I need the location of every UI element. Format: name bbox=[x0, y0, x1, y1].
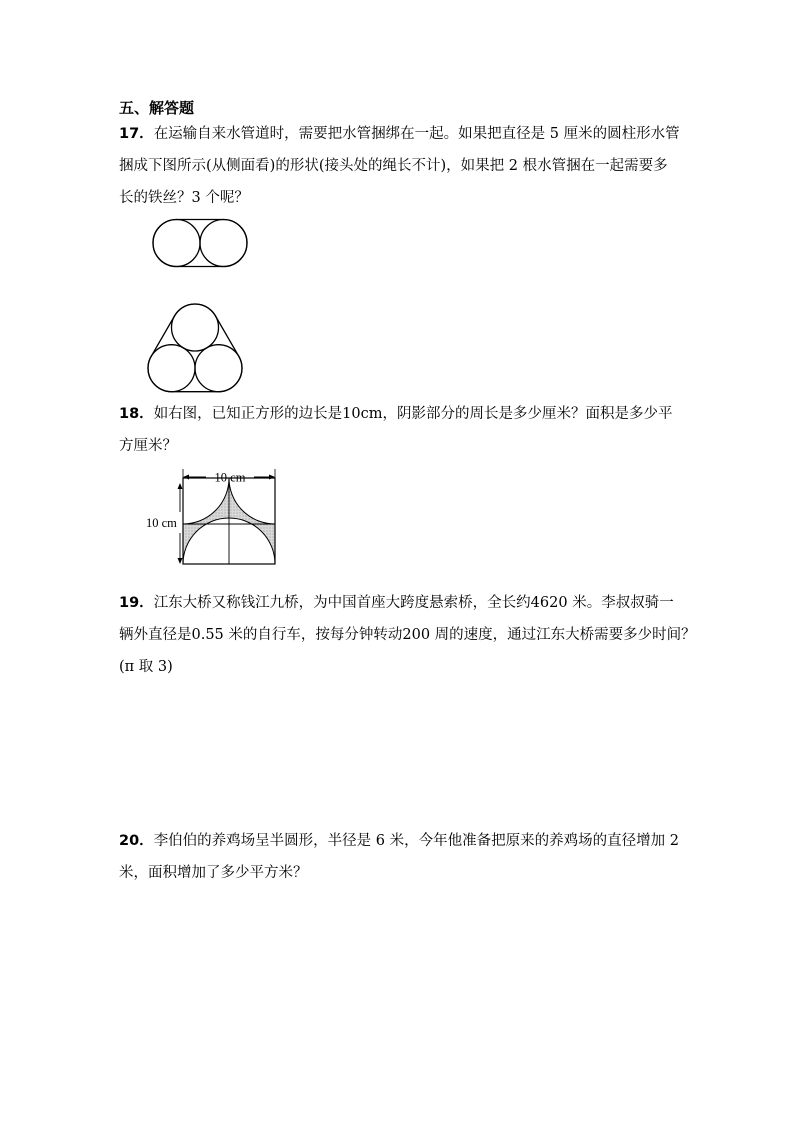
question-20-line-2: 米，面积增加了多少平方米？ bbox=[119, 865, 308, 881]
two-pipes-figure bbox=[145, 213, 255, 275]
section-title: 五、解答题 bbox=[119, 99, 195, 117]
question-19-line-1: 19．江东大桥又称钱江九桥，为中国首座大跨度悬索桥，全长约4620 米。李叔叔骑一 bbox=[119, 595, 674, 611]
question-17-line-1: 17．在运输自来水管道时，需要把水管捆绑在一起。如果把直径是 5 厘米的圆柱形水管 bbox=[119, 126, 680, 142]
arrow-right bbox=[269, 475, 275, 480]
arrow-down bbox=[178, 558, 183, 564]
question-18-line-2: 方厘米？ bbox=[119, 438, 177, 454]
question-17-line-2: 捆成下图所示(从侧面看)的形状(接头处的绳长不计)，如果把 2 根水管捆在一起需要多 bbox=[119, 158, 668, 174]
question-number: 18． bbox=[119, 406, 154, 422]
question-20 bbox=[119, 825, 679, 889]
question-17-line-3: 长的铁丝？3 个呢？ bbox=[119, 190, 249, 206]
question-number: 19． bbox=[119, 595, 154, 611]
question-19-line-3: (π 取 3) bbox=[119, 659, 173, 675]
question-number: 17． bbox=[119, 126, 154, 142]
question-19 bbox=[119, 587, 696, 683]
three-pipes-figure bbox=[141, 296, 249, 394]
question-20-line-1: 20．李伯伯的养鸡场呈半圆形，半径是 6 米，今年他准备把原来的养鸡场的直径增加 2 bbox=[119, 833, 679, 849]
question-number: 20． bbox=[119, 833, 154, 849]
side-dimension-label: 10 cm bbox=[146, 516, 177, 530]
question-17 bbox=[119, 118, 679, 214]
top-dimension-label: 10 cm bbox=[214, 470, 246, 485]
arrow-left bbox=[183, 475, 189, 480]
wire-outline bbox=[148, 304, 242, 392]
question-18 bbox=[119, 398, 679, 462]
arrow-up bbox=[178, 483, 183, 489]
question-18-line-1: 18．如右图，已知正方形的边长是10cm，阴影部分的周长是多少厘米？面积是多少平 bbox=[119, 406, 673, 422]
question-19-line-2: 辆外直径是0.55 米的自行车，按每分钟转动200 周的速度，通过江东大桥需要多少时间？ bbox=[119, 627, 696, 643]
square-shaded-figure bbox=[143, 467, 283, 569]
